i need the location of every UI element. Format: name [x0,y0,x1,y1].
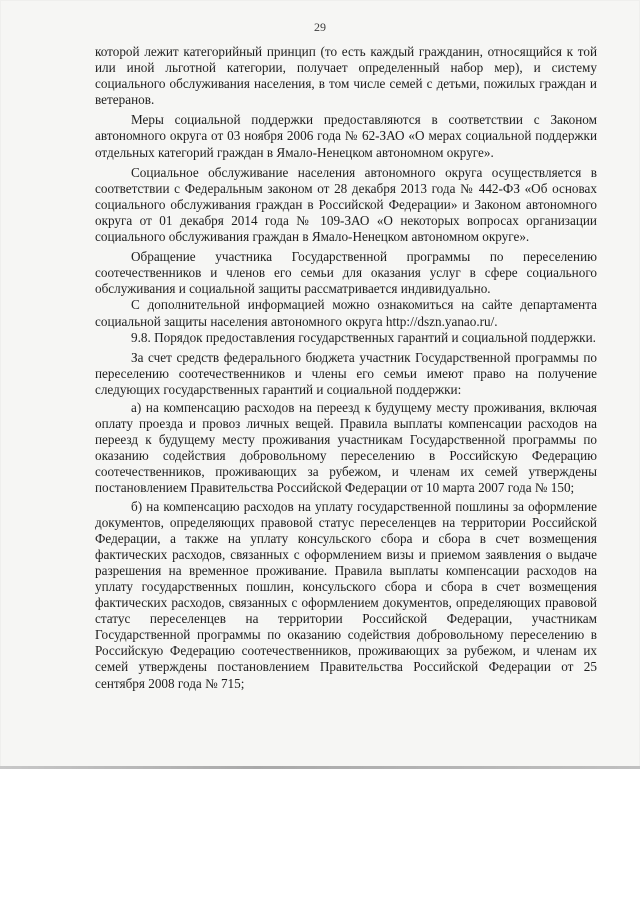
paragraph-individual-consideration: Обращение участника Государственной программы по переселению соотечественников и членов его семьи для оказания услуг в сфере социального обслуживания и социальной защиты рассматривается индивидуально. [95,249,597,297]
document-body [95,44,597,692]
paragraph-social-service-laws: Социальное обслуживание населения автономного округа осуществляется в соответствии с Федеральным законом от 28 декабря 2013 года № 442-ФЗ «Об основах социального обслуживания граждан в Российской Федерации» и Законом автономного округа от 01 декабря 2014 года № 109-ЗАО «О некоторых вопросах организации социального обслуживания граждан в Ямало-Ненецком автономном округе». [95,164,597,245]
paragraph-continuation: которой лежит категорийный принцип (то есть каждый гражданин, относящийся к той или иной льготной категории, получает определенный набор мер), и систему социального обслуживания населения, в том числе семей с детьми, пожилых граждан и ветеранов. [95,44,597,108]
paragraph-federal-guarantees: За счет средств федерального бюджета участник Государственной программы по переселению соотечественников и члены его семьи имеют право на получение следующих государственных гарантий и социальной поддержки: [95,349,597,397]
page-number: 29 [314,20,326,34]
paragraph-website-info: С дополнительной информацией можно ознакомиться на сайте департамента социальной защиты населения автономного округа http://dszn.yanao.ru/. [95,297,597,329]
scan-bottom-edge [0,766,640,769]
section-heading-9-8: 9.8. Порядок предоставления государственных гарантий и социальной поддержки. [131,329,596,345]
list-item-b-duty-compensation: б) на компенсацию расходов на уплату государственной пошлины за оформление документов, определяющих правовой статус переселенцев на территории Российской Федерации, а также на уплату консульского сбора и сбора в счет возмещения фактических расходов, связанных с оформлением визы и приемом заявления о выдаче разрешения на временное проживание. Правила выплаты компенсации расходов на уплату государственных пошлин, консульского сбора и сбора в счет возмещения фактических расходов, связанных с оформлением документов, определяющих правовой статус переселенцев на территории Российской Федерации, участникам Государственной программы по оказанию содействия добровольному переселению в Российскую Федерацию соотечественников, проживающих за рубежом, и членам их семей утверждены постановлением Правительства Российской Федерации от 25 сентября 2008 года № 715; [95,498,597,691]
paragraph-social-support-law: Меры социальной поддержки предоставляются в соответствии с Законом автономного округа от 03 ноября 2006 года № 62-ЗАО «О мерах социальной поддержки отдельных категорий граждан в Ямало-Ненецком автономном округе». [95,112,597,160]
list-item-a-relocation-compensation: а) на компенсацию расходов на переезд к будущему месту проживания, включая оплату проезда и провоз личных вещей. Правила выплаты компенсации расходов на переезд к будущему месту проживания участникам Государственной программы по оказанию содействия добровольному переселению в Российскую Федерацию соотечественников, проживающих за рубежом, и членам их семей утверждены постановлением Правительства Российской Федерации от 10 марта 2007 года № 150; [95,399,597,496]
